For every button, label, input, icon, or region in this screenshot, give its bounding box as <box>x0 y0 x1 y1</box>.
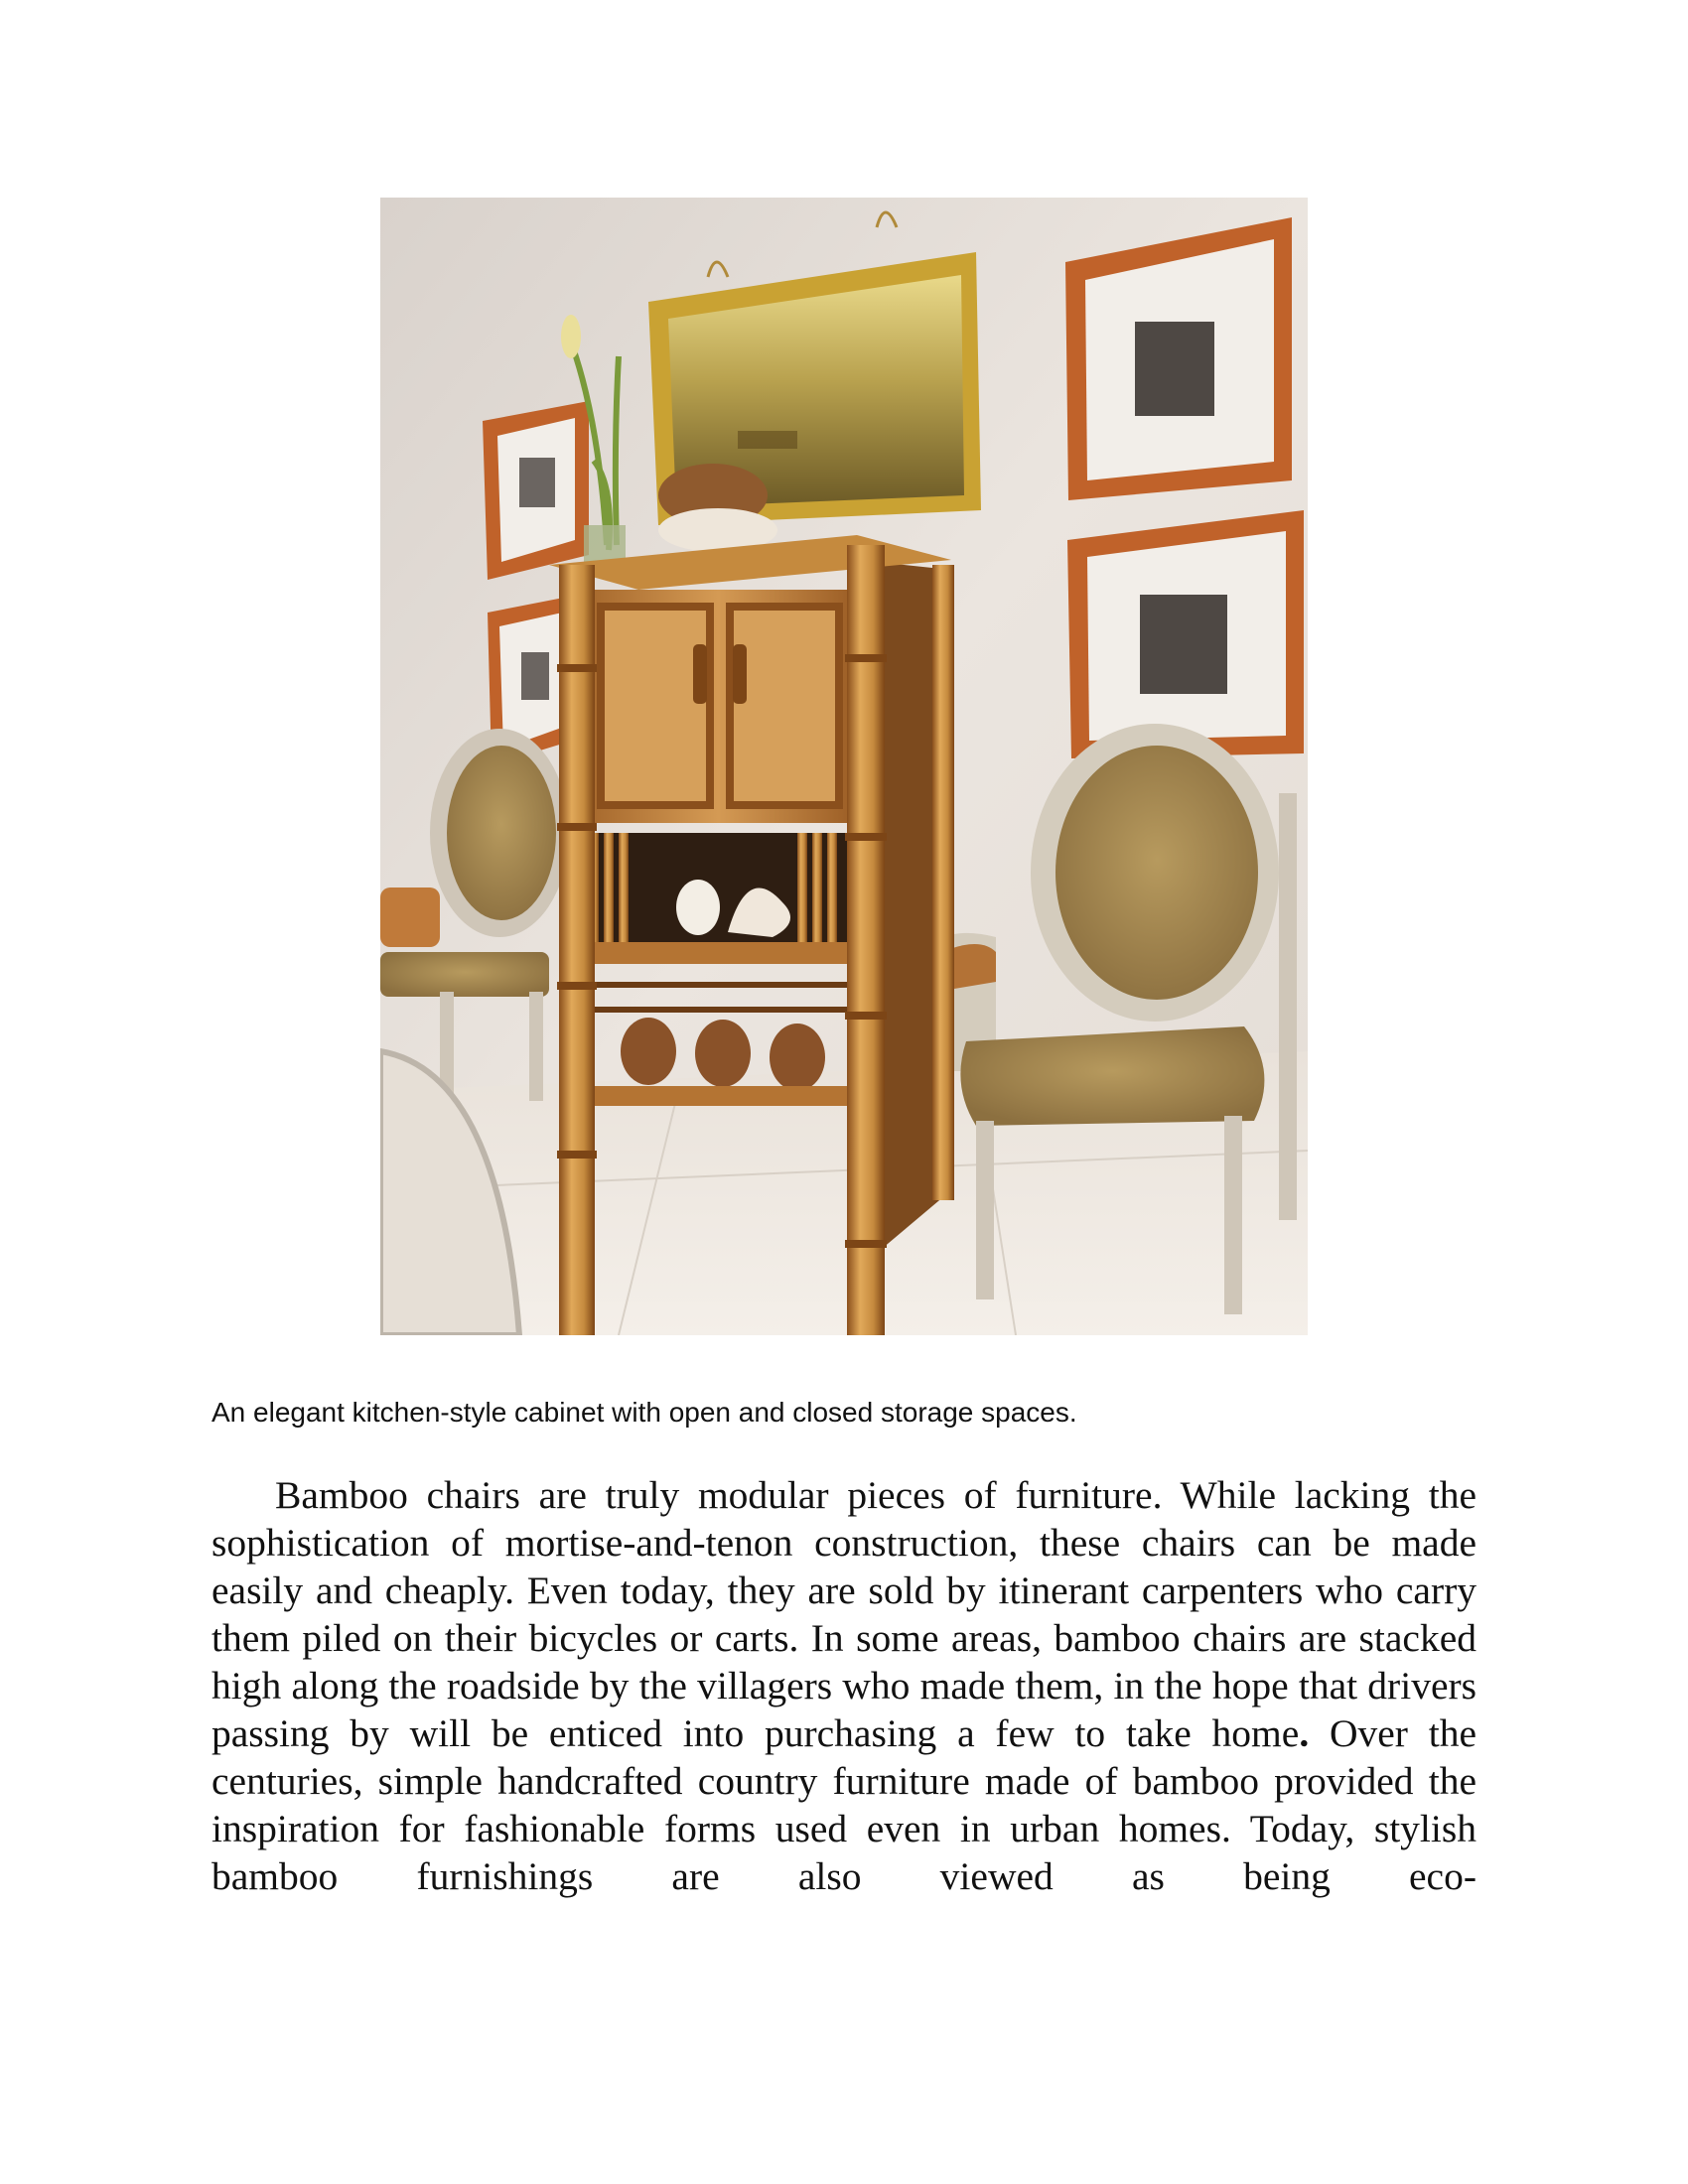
framed-photo-left-upper <box>483 401 589 580</box>
framed-photo-right-lower <box>1067 510 1304 758</box>
body-paragraph <box>211 1471 1477 1900</box>
shell-white <box>676 880 720 935</box>
cabinet-photo <box>380 198 1308 1335</box>
body-text-part-2: Over the centuries, simple handcrafted country furniture made of bamboo provided the inspiration for fashionable forms used even in urban homes. Today, stylish bamboo furnishings are also viewed as being eco- <box>211 1711 1477 1898</box>
carved-head-1 <box>621 1018 676 1085</box>
framed-photo-right-upper <box>1065 217 1292 500</box>
bold-period: . <box>1299 1711 1310 1755</box>
carved-head-3 <box>770 1024 825 1091</box>
cabinet-photo-illustration <box>380 198 1308 1335</box>
figure-caption: An elegant kitchen-style cabinet with open and closed storage spaces. <box>211 1397 1077 1428</box>
carved-head-2 <box>695 1020 751 1087</box>
body-text-part-1: Bamboo chairs are truly modular pieces of furniture. While lacking the sophistication of mortise-and-tenon construction, these chairs can be made easily and cheaply. Even today, they are sold by itinerant carpenters who carry them piled on their bicycles or carts. In some areas, bamboo chairs are stacked high along the roadside by the villagers who made them, in the hope that drivers passing by will be enticed into purchasing a few to take home <box>211 1473 1477 1755</box>
